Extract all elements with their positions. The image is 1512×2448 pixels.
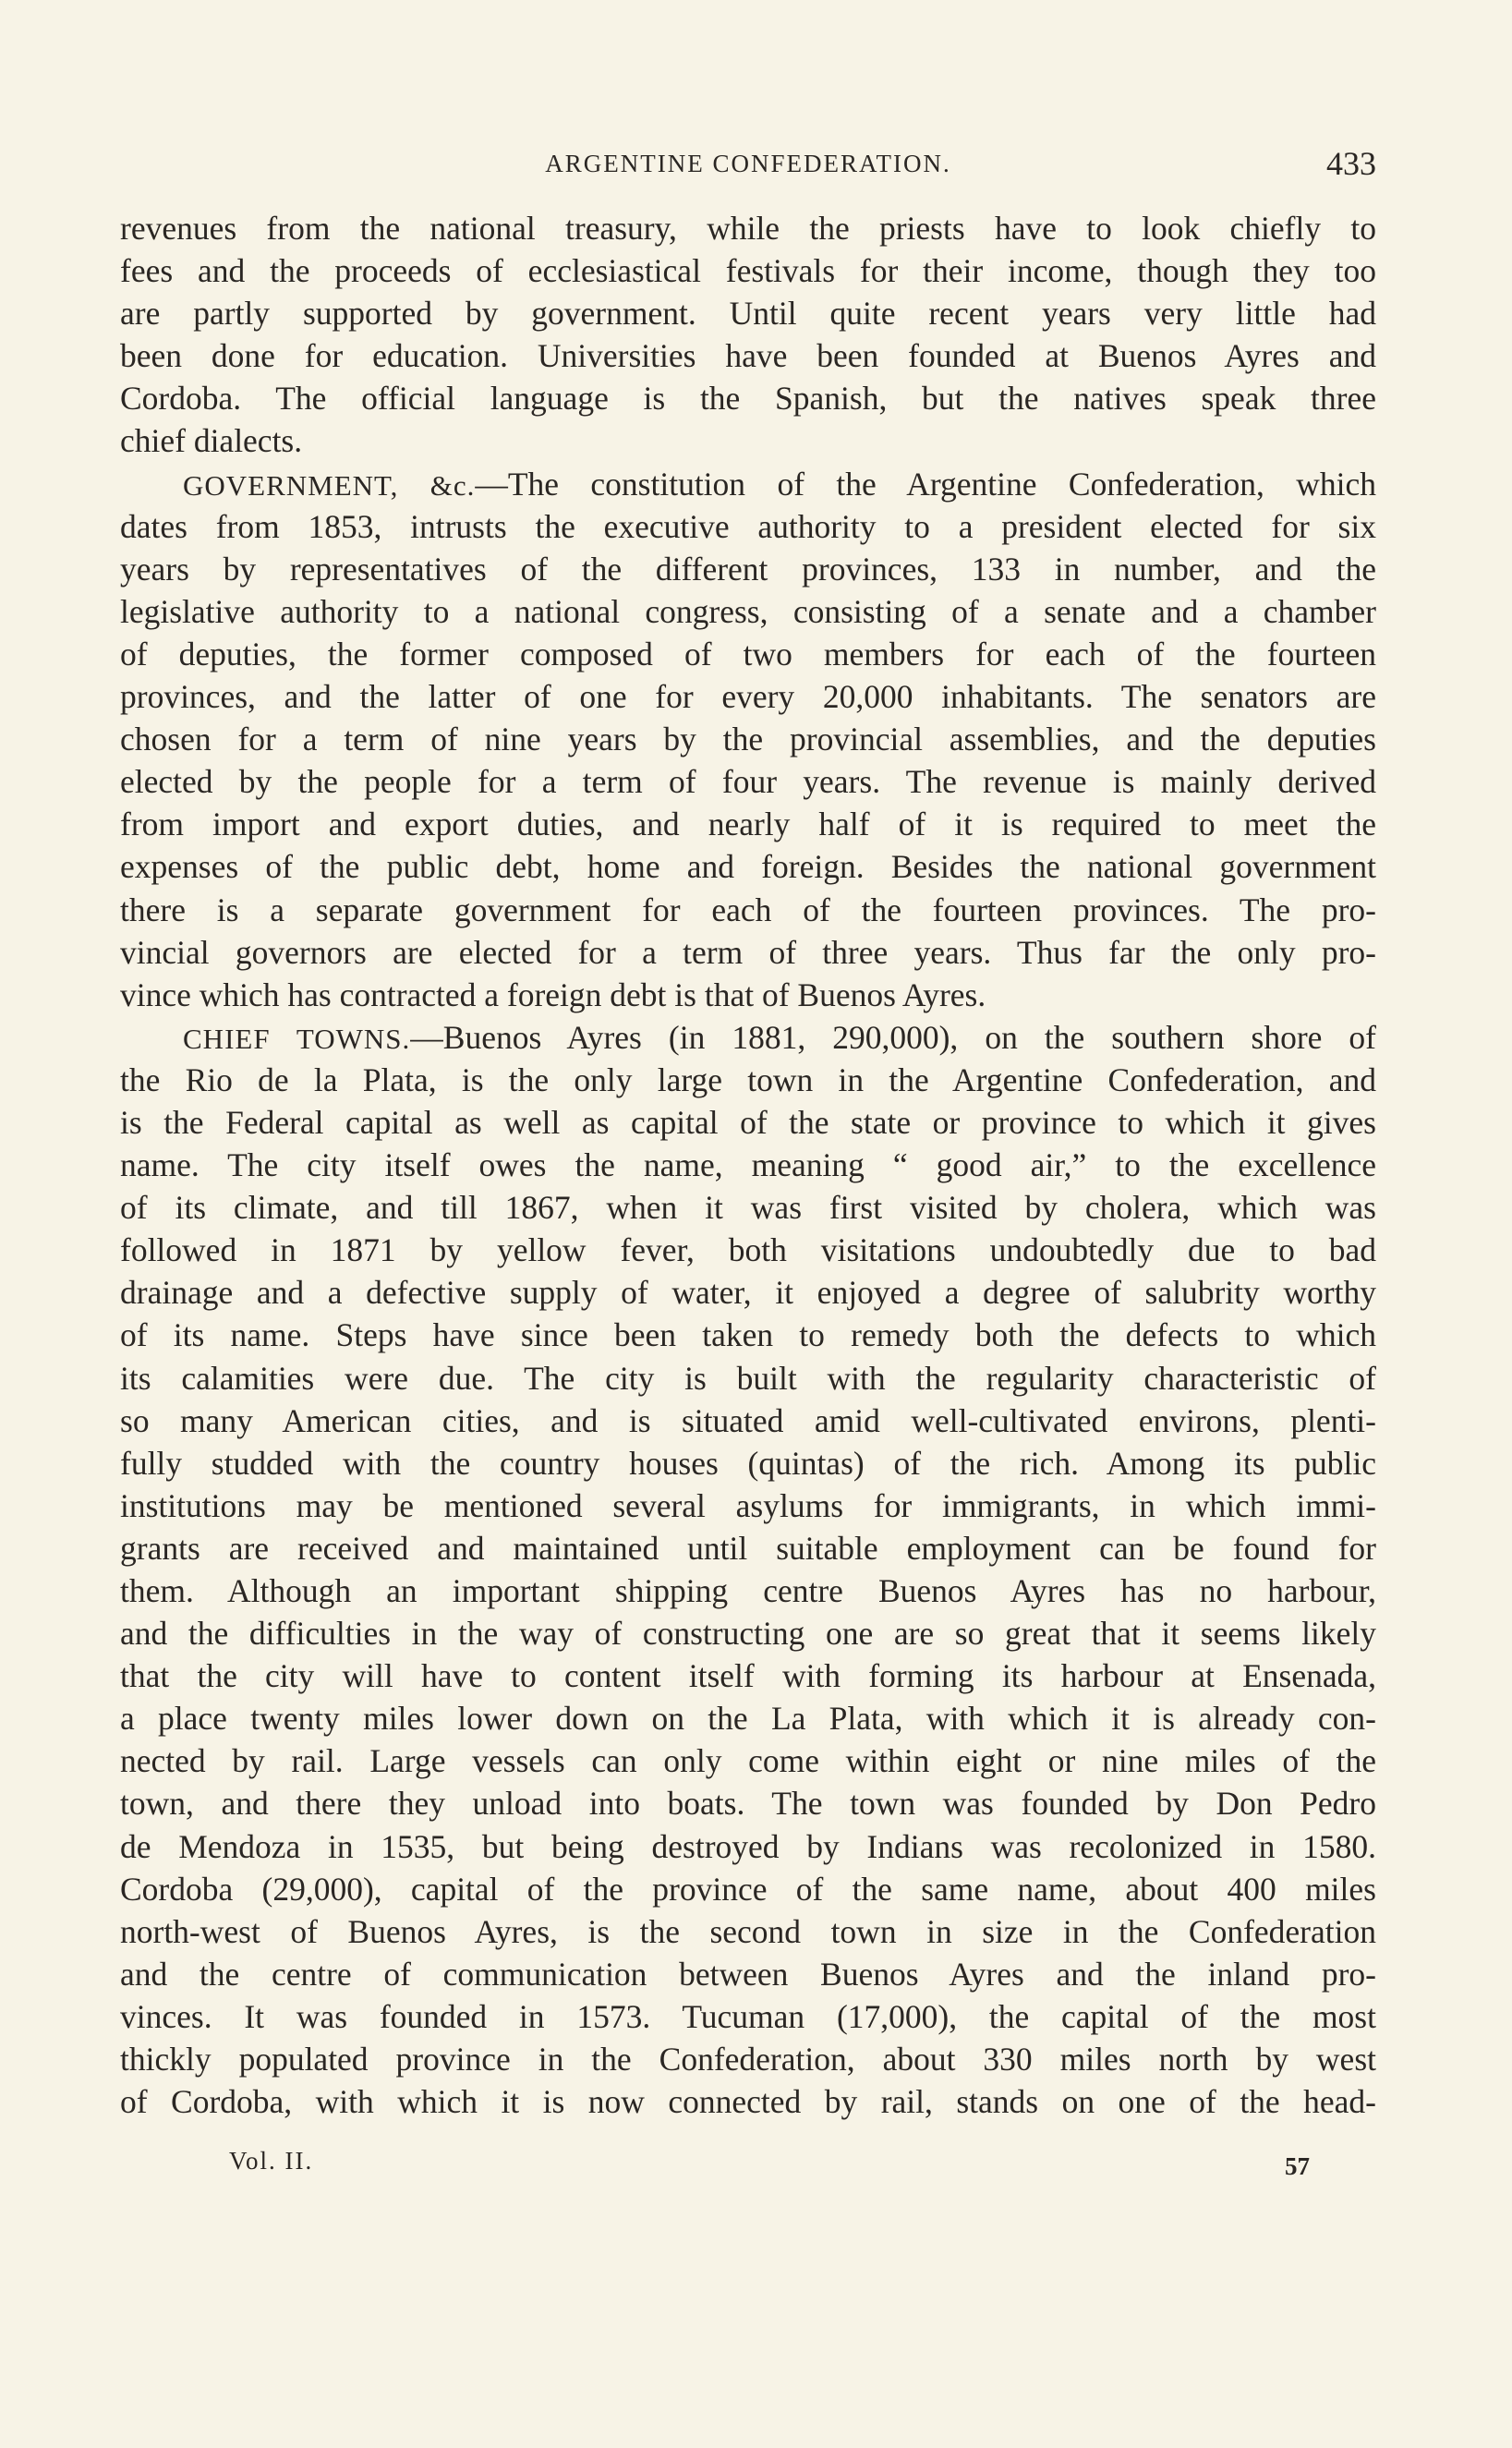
text-line: that the city will have to content itself with forming its harbour at Ensenada,: [120, 1657, 1376, 1695]
text-line: drainage and a defective supply of water, it enjoyed a degree of salubrity worthy: [120, 1274, 1376, 1312]
text-line: legislative authority to a national congress, consisting of a senate and a chamber: [120, 592, 1376, 630]
text-line: revenues from the national treasury, while the priests have to look chiefly to: [120, 210, 1376, 247]
text-line: years by representatives of the different provinces, 133 in number, and the: [120, 550, 1376, 588]
text-line: and the centre of communication between Buenos Ayres and the inland pro-: [120, 1955, 1376, 1993]
text-line: from import and export duties, and nearly half of it is required to meet the: [120, 806, 1376, 843]
body-text: [120, 207, 1376, 2123]
text-line: there is a separate government for each of the fourteen provinces. The pro-: [120, 891, 1376, 928]
page-footer: [229, 2147, 1310, 2184]
running-head: [120, 144, 1376, 190]
text-line: dates from 1853, intrusts the executive authority to a president elected for six: [120, 507, 1376, 545]
text-line: followed in 1871 by yellow fever, both visitations undoubtedly due to bad: [120, 1231, 1376, 1269]
text-line: provinces, and the latter of one for every 20,000 inhabitants. The senators are: [120, 678, 1376, 716]
text-line: chief dialects.: [120, 422, 303, 460]
text-line: expenses of the public debt, home and foreign. Besides the national government: [120, 848, 1376, 886]
running-title: ARGENTINE CONFEDERATION.: [545, 150, 951, 177]
text-line: Cordoba (29,000), capital of the province of the same name, about 400 miles: [120, 1870, 1376, 1908]
text-line: name. The city itself owes the name, meaning “ good air,” to the excellence: [120, 1146, 1376, 1184]
text-line: vinces. It was founded in 1573. Tucuman (17,000), the capital of the most: [120, 1997, 1376, 2035]
volume-label: Vol. II.: [229, 2147, 314, 2175]
text-fragment: —Buenos Ayres (in 1881, 290,000), on the southern shore of: [410, 1018, 1376, 1056]
text-line: vince which has contracted a foreign debt is that of Buenos Ayres.: [120, 976, 986, 1013]
text-line: Cordoba. The official language is the Spanish, but the natives speak three: [120, 380, 1376, 418]
text-line: town, and there they unload into boats. The town was founded by Don Pedro: [120, 1785, 1376, 1823]
text-fragment: —The constitution of the Argentine Confederation, which: [475, 465, 1376, 503]
section-heading-government: GOVERNMENT, &c.: [183, 468, 476, 502]
text-line: them. Although an important shipping centre Buenos Ayres has no harbour,: [120, 1572, 1376, 1609]
text-line: fees and the proceeds of ecclesiastical festivals for their income, though they too: [120, 252, 1376, 290]
text-line: a place twenty miles lower down on the La Plata, with which it is already con-: [120, 1700, 1376, 1738]
text-line: and the difficulties in the way of constructing one are so great that it seems likely: [120, 1615, 1376, 1653]
text-line: is the Federal capital as well as capital of the state or province to which it gives: [120, 1103, 1376, 1141]
text-line: grants are received and maintained until suitable employment can be found for: [120, 1529, 1376, 1567]
text-line: thickly populated province in the Confederation, about 330 miles north by west: [120, 2041, 1376, 2078]
text-line: the Rio de la Plata, is the only large town in the Argentine Confederation, and: [120, 1060, 1376, 1098]
text-line: north-west of Buenos Ayres, is the second town in size in the Confederation: [120, 1912, 1376, 1950]
text-line: so many American cities, and is situated amid well-cultivated environs, plenti-: [120, 1401, 1376, 1439]
page-number: 433: [1326, 145, 1376, 182]
text-line: been done for education. Universities have been founded at Buenos Ayres and: [120, 337, 1376, 375]
text-line: institutions may be mentioned several asylums for immigrants, in which immi-: [120, 1486, 1376, 1524]
text-line: nected by rail. Large vessels can only come within eight or nine miles of the: [120, 1742, 1376, 1780]
text-line: its calamities were due. The city is built with the regularity characteristic of: [120, 1359, 1376, 1397]
text-line: de Mendoza in 1535, but being destroyed by Indians was recolonized in 1580.: [120, 1827, 1376, 1865]
text-line: chosen for a term of nine years by the provincial assemblies, and the deputies: [120, 721, 1376, 758]
text-line: vincial governors are elected for a term of three years. Thus far the only pro-: [120, 933, 1376, 971]
text-line: of Cordoba, with which it is now connected by rail, stands on one of the head-: [120, 2083, 1376, 2121]
text-line: [120, 463, 1376, 505]
text-line: fully studded with the country houses (quintas) of the rich. Among its public: [120, 1444, 1376, 1482]
text-line: of its name. Steps have since been taken to remedy both the defects to which: [120, 1316, 1376, 1354]
text-line: elected by the people for a term of four years. The revenue is mainly derived: [120, 763, 1376, 801]
signature-mark: 57: [1285, 2152, 1310, 2180]
section-heading-chief-towns: CHIEF TOWNS.: [183, 1022, 411, 1055]
text-line: [120, 1016, 1376, 1059]
text-line: are partly supported by government. Until quite recent years very little had: [120, 295, 1376, 333]
text-line: of deputies, the former composed of two members for each of the fourteen: [120, 635, 1376, 673]
text-line: of its climate, and till 1867, when it was first visited by cholera, which was: [120, 1189, 1376, 1227]
